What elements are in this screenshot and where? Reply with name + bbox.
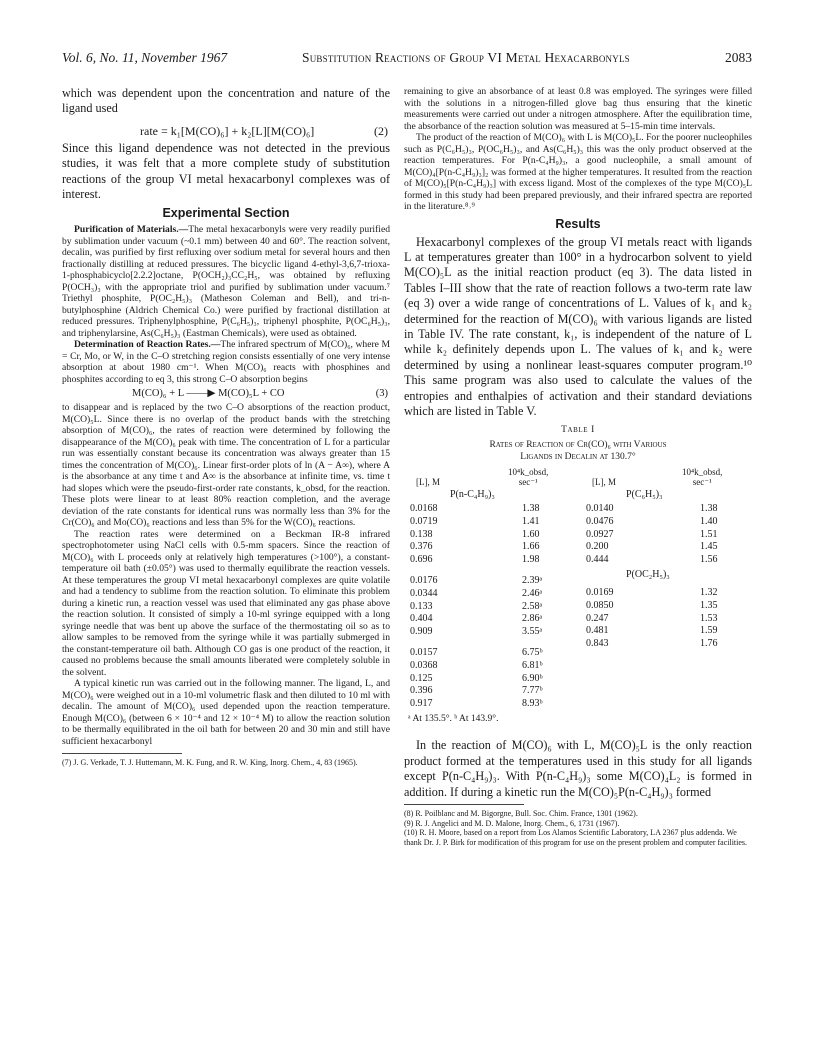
- rate-constant-cell: 2.86ᵃ: [522, 613, 543, 625]
- rate-constant-cell: 2.39ᵃ: [522, 575, 543, 587]
- rate-constant-cell: 1.40: [700, 515, 718, 527]
- footnote-10: (10) R. H. Moore, based on a report from Los Alamos Scientific Laboratory, LA 2367 plus addenda. We thank Dr. J. P. Birk for modification of this program for use on the present problem and computer facilities.: [404, 828, 748, 847]
- intro-paragraph-1: which was dependent upon the concentration and nature of the ligand used: [62, 86, 390, 116]
- header-kobsd-left-unit: sec⁻¹: [518, 477, 538, 488]
- rate-constant-cell: 2.46ᵃ: [522, 587, 543, 599]
- rate-constant-cell: 1.56: [700, 553, 718, 565]
- ligand-concentration-cell: 0.0850: [586, 599, 614, 611]
- right-column: [404, 86, 752, 847]
- header-kobsd-right-unit: sec⁻¹: [692, 477, 712, 488]
- left-column: [62, 86, 390, 768]
- ligand-concentration-cell: 0.247: [586, 612, 609, 624]
- purification-run-in-head: Purification of Materials.—: [74, 224, 189, 236]
- ligand-concentration-cell: 0.444: [586, 553, 609, 565]
- rates-paragraph-continued: to disappear and is replaced by the two C–O absorptions of the reaction product, M(CO)₅L. Since there is no overlap of the product bands with the stretching absorption of M(CO)₆, the rates of reaction were determined by following the disappearance of the M(CO)₆ peak with time. The concentration of L for a particular run was essentially constant because its concentration was always greater than 15 times the concentration of M(CO)₆. Linear first-order plots of ln (A − A∞), where A is the absorbance at any time t and A∞ is the absorbance at infinite time, vs. time t had slopes which were the pseudo-first-order rate constants, k_obsd, for the reaction. These plots were linear to at least 80% reaction completion, and the average deviation of the rate constants for identical runs was normally less than 3% for the Cr(CO)₆ and Mo(CO)₆ reactions and less than 5% for the W(CO)₆ reactions.: [62, 402, 390, 529]
- footnote-rule-right: [404, 804, 524, 805]
- table-1: [404, 425, 752, 724]
- group-tributylphosphine: P(n-C₄H₉)₃: [450, 489, 495, 501]
- ligand-concentration-cell: 0.376: [410, 541, 433, 553]
- footnote-rule-left: [62, 753, 182, 754]
- rate-constant-cell: 6.75ᵇ: [522, 647, 543, 659]
- rates-run-in-head: Determination of Reaction Rates.—: [74, 339, 221, 351]
- rate-constant-cell: 7.77ᵇ: [522, 685, 543, 697]
- rate-constant-cell: 1.32: [700, 587, 718, 599]
- rate-constant-cell: 1.41: [522, 515, 540, 527]
- ligand-concentration-cell: 0.0140: [586, 503, 614, 515]
- ligand-concentration-cell: 0.138: [410, 528, 433, 540]
- group-triphenylphosphine: P(C₆H₅)₃: [626, 489, 663, 501]
- table-1-caption: [404, 439, 752, 463]
- table-1-caption-line-1: Rates of Reaction of Cr(CO)₆ with Various: [489, 440, 667, 451]
- rate-constant-cell: 1.38: [522, 503, 540, 515]
- results-paragraph-1: Hexacarbonyl complexes of the group VI metals react with ligands L at temperatures greater than 100° in a hydrocarbon solvent to yield M(CO)₅L as the initial reaction product (eq 3). The data listed in Tables I–III show that the rate of reaction follows a two-term rate law (eq 3) over a wide range of concentrations of L. Values of k₁ and k₂ determined for the reaction of M(CO)₆ with various ligands are listed in Table IV. The rate constant, k₁, is independent of the nature of L while k₂ definitely depends upon L. The values of k₁ and k₂ were determined by using a nonlinear least-squares computer program.¹⁰ This same program was also used to calculate the values of the entropies and enthalpies of activation and their standard deviations which are listed in Table V.: [404, 234, 752, 418]
- purification-body: The metal hexacarbonyls were very readily purified by sublimation under vacuum (~0.1 mm) between 40 and 60°. The reaction solvent, decalin, was purified by first refluxing over sodium metal for several hours and then fractionally distilling at reduced pressures. The bicyclic ligand 4-ethyl-3,6,7-trioxa-1-phosphabicyclo[2.2.2]octane, P(OCH₂)₃CC₂H₅, was obtained by refluxing P(OCH₃)₃ with the appropriate triol and purified by sublimation under vacuum.⁷ Triethyl phosphite, P(OC₂H₅)₃ (Matheson Coleman and Bell), and tri-n-butylphosphine (Aldrich Chemical Co.) were purified by fractional distillation at reduced pressures. Triphenylphosphine, P(C₆H₅)₃, triphenyl phosphite, P(OC₆H₅)₃, and triphenylarsine, As(C₆H₅)₃ (Eastman Chemicals), were used as obtained.: [62, 224, 390, 339]
- ligand-concentration-cell: 0.125: [410, 672, 433, 684]
- ligand-concentration-cell: 0.481: [586, 625, 609, 637]
- header-kobsd-right: [682, 467, 722, 487]
- header-ligand-conc-right: [L], M: [592, 477, 616, 488]
- ligand-concentration-cell: 0.843: [586, 637, 609, 649]
- results-paragraph-2: In the reaction of M(CO)₆ with L, M(CO)₅L is the only reaction product formed at the temperatures used in this study for all ligands except P(n-C₄H₉)₃. With P(n-C₄H₉)₃ some M(CO)₄L₂ is formed in addition. If during a kinetic run the M(CO)₅P(n-C₄H₉)₃ formed: [404, 738, 752, 799]
- rate-constant-cell: 1.35: [700, 599, 718, 611]
- rate-constant-cell: 1.60: [522, 528, 540, 540]
- rates-body: The infrared spectrum of M(CO)₆, where M = Cr, Mo, or W, in the C–O stretching region consists essentially of one very intense absorption at about 1980 cm⁻¹. When M(CO)₆ reacts with phosphines and phosphites according to eq 3, this strong C–O absorption begins: [62, 339, 390, 385]
- ligand-concentration-cell: 0.396: [410, 685, 433, 697]
- page-number: 2083: [725, 50, 752, 65]
- header-kobsd-left: [508, 467, 548, 487]
- equation-2: [62, 121, 390, 141]
- table-1-caption-line-2: Ligands in Decalin at 130.7°: [520, 452, 636, 463]
- equation-3-number: (3): [375, 388, 388, 400]
- ligand-concentration-cell: 0.0719: [410, 515, 438, 527]
- rate-constant-cell: 6.90ᵇ: [522, 672, 543, 684]
- equation-2-expression: rate = k₁[M(CO)₆] + k₂[L][M(CO)₆]: [140, 123, 315, 138]
- journal-citation: Vol. 6, No. 11, November 1967: [62, 50, 228, 65]
- header-kobsd-right-label: 10⁴k_obsd,: [682, 467, 723, 478]
- continued-paragraph: remaining to give an absorbance of at least 0.8 was employed. The syringes were filled with the solutions in a nitrogen-filled glove bag thus ensuring that the kinetic measurements were carried out under a nitrogen atmosphere. After the equilibration time, the absorbance of the reaction solution was measured at 5–15-min time intervals.: [404, 86, 752, 132]
- ligand-concentration-cell: 0.200: [586, 541, 609, 553]
- running-title: Substitution Reactions of Group VI Metal Hexacarbonyls: [302, 50, 630, 65]
- ligand-concentration-cell: 0.0368: [410, 659, 438, 671]
- ligand-concentration-cell: 0.0157: [410, 647, 438, 659]
- page-header: [62, 50, 752, 70]
- ligand-concentration-cell: 0.0927: [586, 528, 614, 540]
- footnote-9: (9) R. J. Angelici and M. D. Malone, Inorg. Chem., 6, 1731 (1967).: [404, 818, 620, 828]
- header-ligand-conc-left: [L], M: [416, 477, 440, 488]
- equation-3-expression: M(CO)₆ + L ——▶ M(CO)₅L + CO: [132, 388, 285, 400]
- ligand-concentration-cell: 0.696: [410, 553, 433, 565]
- ligand-concentration-cell: 0.0169: [586, 587, 614, 599]
- ligand-concentration-cell: 0.0168: [410, 503, 438, 515]
- footnote-8: (8) R. Poilblanc and M. Bigorgne, Bull. Soc. Chim. France, 1301 (1962).: [404, 809, 638, 818]
- rate-constant-cell: 1.76: [700, 637, 718, 649]
- group-triethylphosphite: P(OC₂H₅)₃: [626, 569, 670, 581]
- equation-3: [62, 385, 390, 402]
- table-1-label: Table I: [561, 425, 595, 436]
- experimental-section-heading: Experimental Section: [162, 206, 290, 221]
- kinetic-run-paragraph: A typical kinetic run was carried out in the following manner. The ligand, L, and M(CO)₆ were weighed out in a 10-ml volumetric flask and then diluted to 10 ml with decalin. The amount of M(CO)₆ used depended upon the reaction temperature. Enough M(CO)₆ (between 6 × 10⁻⁴ and 12 × 10⁻⁴ M) to allow the reaction solution to be thermally equilibrated in the oil bath for between 20 and 30 min and still have sufficient hexacarbonyl: [62, 678, 390, 747]
- spectrophotometer-paragraph: The reaction rates were determined on a Beckman IR-8 infrared spectrophotometer using NaCl cells with 0.5-mm spacers. Since the reaction of M(CO)₆ with L proceeds only at relatively high temperatures (>100°), a constant-temperature oil bath (±0.05°) was used to thermally equilibrate the reaction vessels. At these temperatures the group VI metal hexacarbonyl complexes are quite volatile and had a tendency to sublime from the reaction solution. To eliminate this problem during a kinetic run, a reaction vessel was used that eliminated any gas phase above the reaction solution. It consisted of simply a 10-ml syringe equipped with a long syringe needle that was bent up above the surface of the thermostating oil so as to allow samples to be removed from the syringe while it was partially submerged in the constant-temperature oil bath. Although CO gas is one product of the reaction, it caused no problems because the small amounts liberated were completely soluble in the solvent.: [62, 528, 390, 678]
- ligand-concentration-cell: 0.917: [410, 697, 433, 709]
- results-section-heading: Results: [555, 216, 601, 231]
- rate-constant-cell: 1.98: [522, 553, 540, 565]
- rate-constant-cell: 1.59: [700, 625, 718, 637]
- table-1-notes: ᵃ At 135.5°. ᵇ At 143.9°.: [408, 714, 499, 725]
- ligand-concentration-cell: 0.404: [410, 613, 433, 625]
- rates-paragraph: [62, 339, 390, 385]
- ligand-concentration-cell: 0.0176: [410, 575, 438, 587]
- rate-constant-cell: 1.66: [522, 541, 540, 553]
- ligand-concentration-cell: 0.0476: [586, 515, 614, 527]
- table-1-body: [404, 467, 752, 712]
- product-paragraph: The product of the reaction of M(CO)₆ with L is M(CO)₅L. For the poorer nucleophiles such as P(C₆H₅)₃, P(OC₆H₅)₃, and As(C₆H₅)₃ this was the only product observed at the reaction temperatures. For P(n-C₄H₉)₃, a good nucleophile, a small amount of M(CO)₄[P(n-C₄H₉)₃]₂ was formed at the higher temperatures. It resulted from the reaction of M(CO)₅[P(n-C₄H₉)₃] with excess ligand. Most of the complexes of the type M(CO)₅L formed in this study had been prepared previously, and their infrared spectra are reported in the literature.⁸˒⁹: [404, 132, 752, 212]
- rate-constant-cell: 3.55ᵃ: [522, 625, 543, 637]
- ligand-concentration-cell: 0.909: [410, 625, 433, 637]
- ligand-concentration-cell: 0.133: [410, 600, 433, 612]
- rate-constant-cell: 1.38: [700, 503, 718, 515]
- ligand-concentration-cell: 0.0344: [410, 587, 438, 599]
- rate-constant-cell: 2.58ᵃ: [522, 600, 543, 612]
- header-kobsd-left-label: 10⁴k_obsd,: [508, 467, 549, 478]
- rate-constant-cell: 6.81ᵇ: [522, 659, 543, 671]
- equation-2-number: (2): [374, 123, 388, 138]
- rate-constant-cell: 1.51: [700, 528, 718, 540]
- rate-constant-cell: 1.53: [700, 612, 718, 624]
- purification-paragraph: [62, 224, 390, 339]
- rate-constant-cell: 8.93ᵇ: [522, 697, 543, 709]
- intro-paragraph-2: Since this ligand dependence was not detected in the previous studies, it was felt that a more complete study of substitution reactions of the group VI metal hexacarbonyl complexes was of interest.: [62, 140, 390, 202]
- footnote-7: (7) J. G. Verkade, T. J. Huttemann, M. K. Fung, and R. W. King, Inorg. Chem., 4, 83 (1965).: [62, 758, 358, 768]
- rate-constant-cell: 1.45: [700, 541, 718, 553]
